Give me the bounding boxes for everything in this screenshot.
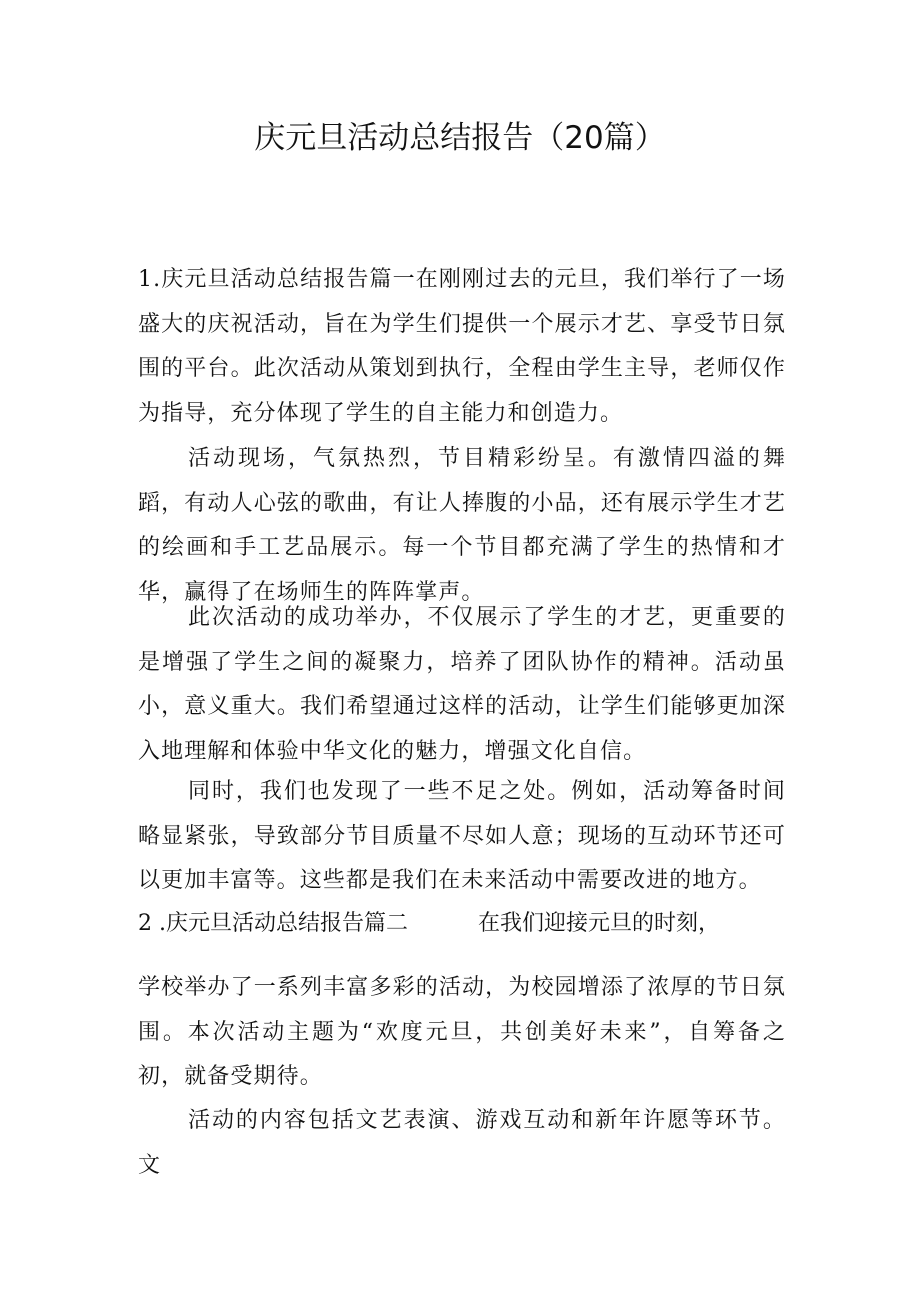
document-title: 庆元旦活动总结报告（20篇） [254,120,666,156]
paragraph-4: 同时，我们也发现了一些不足之处。例如，活动筹备时间略显紧张，导致部分节目质量不尽如人意；现场的互动环节还可以更加丰富等。这些都是我们在未来活动中需要改进的地方。 [138,779,786,894]
section-2-paragraph-2: 活动的内容包括文艺表演、游戏互动和新年许愿等环节。文 [138,1108,786,1178]
section-2-heading-tail: 在我们迎接元旦的时刻， [477,911,720,936]
paragraph-2: 活动现场，气氛热烈，节目精彩纷呈。有激情四溢的舞蹈，有动人心弦的歌曲，有让人捧腹的小品，还有展示学生才艺的绘画和手工艺品展示。每一个节目都充满了学生的热情和才华，赢得了在场师生的阵阵掌声。 [138,446,786,606]
section-2-heading-label: 2 .庆元旦活动总结报告篇二 [138,911,408,936]
section-2-heading [138,902,788,946]
section-2-paragraph-1: 学校举办了一系列丰富多彩的活动，为校园增添了浓厚的节日氛围。本次活动主题为“欢度元旦，共创美好未来”，自筹备之初，就备受期待。 [138,975,786,1090]
paragraph-3: 此次活动的成功举办，不仅展示了学生的才艺，更重要的是增强了学生之间的凝聚力，培养了团队协作的精神。活动虽小，意义重大。我们希望通过这样的活动，让学生们能够更加深入地理解和体验中华文化的魅力，增强文化自信。 [138,605,786,765]
paragraph-1: 1.庆元旦活动总结报告篇一在刚刚过去的元旦，我们举行了一场盛大的庆祝活动，旨在为学生们提供一个展示才艺、享受节日氛围的平台。此次活动从策划到执行，全程由学生主导，老师仅作为指导，充分体现了学生的自主能力和创造力。 [138,267,786,427]
